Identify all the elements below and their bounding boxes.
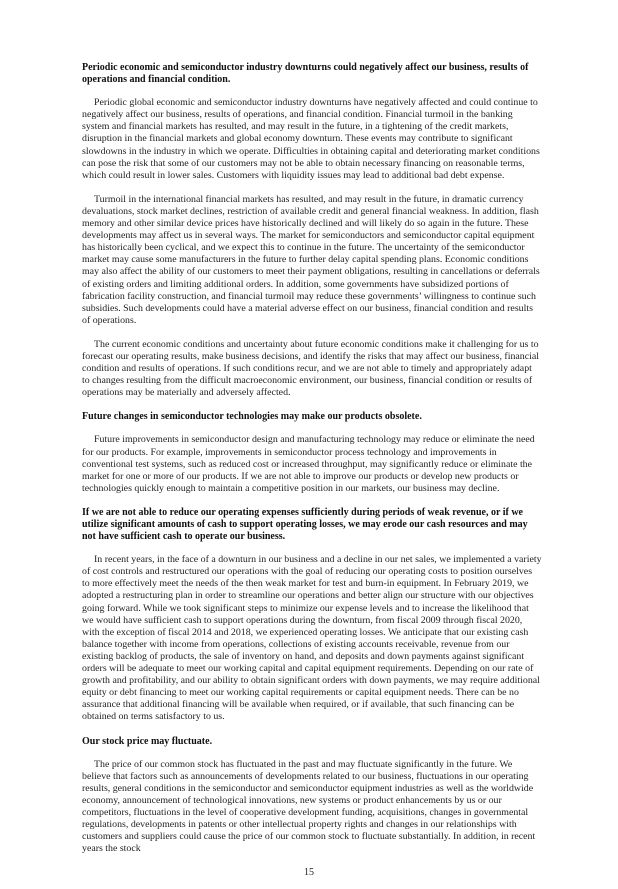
paragraph: In recent years, in the face of a downturn in our business and a decline in our net sales, we implemented a variety of cost controls and restructured our operations with the goal of reducing our operating costs to position ourselves to more effectively meet the needs of the then weak market for test and burn-in equipment. In February 2019, we adopted a restructuring plan in order to streamline our operations and better align our structure with our objectives going forward. While we took significant steps to minimize our expense levels and to increase the likelihood that we would have sufficient cash to support operations during the downturn, from fiscal 2009 through fiscal 2020, with the exception of fiscal 2014 and 2018, we experienced operating losses. We anticipate that our existing cash balance together with income from operations, collections of existing accounts receivable, revenue from our existing backlog of products, the sale of inventory on hand, and deposits and down payments against significant orders will be adequate to meet our working capital and capital equipment requirements. Depending on our rate of growth and profitability, and our ability to obtain significant orders with down payments, we may require additional equity or debt financing to meet our working capital requirements or capital equipment needs. There can be no assurance that additional financing will be available when required, or if available, that such financing can be obtained on terms satisfactory to us. [82,554,542,723]
section-heading: If we are not able to reduce our operating expenses sufficiently during periods of weak revenue, or if we utilize significant amounts of cash to support operating losses, we may erode our cash resources and may not have sufficient cash to operate our business. [82,506,528,543]
document-page [82,0,542,855]
paragraph: The price of our common stock has fluctuated in the past and may fluctuate significantly in the future. We believe that factors such as announcements of developments related to our business, fluctuations in our operating results, general conditions in the semiconductor and semiconductor equipment industries as well as the worldwide economy, announcement of technological innovations, new systems or product enhancements by us or our competitors, fluctuations in the level of cooperative development funding, acquisitions, changes in governmental regulations, developments in patents or other intellectual property rights and changes in our relationships with customers and suppliers could cause the price of our common stock to fluctuate substantially. In addition, in recent years the stock [82,758,536,855]
section-heading: Future changes in semiconductor technologies may make our products obsolete. [82,411,422,423]
page-number: 15 [304,867,314,879]
paragraph: The current economic conditions and uncertainty about future economic conditions make it challenging for us to forecast our operating results, make business decisions, and identify the risks that may affect our business, financial condition and results of operations. If such conditions recur, and we are not able to timely and appropriately adapt to changes resulting from the difficult macroeconomic environment, our business, financial condition or results of operations may be materially and adversely affected. [82,338,539,399]
paragraph: Turmoil in the international financial markets has resulted, and may result in the future, in dramatic currency devaluations, stock market declines, restriction of available credit and general financial weakness. In addition, flash memory and other similar device prices have historically declined and will likely do so again in the future. These developments may affect us in several ways. The market for semiconductors and semiconductor capital equipment has historically been cyclical, and we expect this to continue in the future. The uncertainty of the semiconductor market may cause some manufacturers in the future to further delay capital spending plans. Economic conditions may also affect the ability of our customers to meet their payment obligations, resulting in cancellations or deferrals of existing orders and limiting additional orders. In addition, some governments have subsidized portions of fabrication facility construction, and financial turmoil may reduce these governments’ willingness to continue such subsidies. Such developments could have a material adverse effect on our business, financial condition and results of operations. [82,193,540,326]
section-heading: Periodic economic and semiconductor industry downturns could negatively affect our business, results of operations and financial condition. [82,62,529,86]
section-heading: Our stock price may fluctuate. [82,735,213,747]
paragraph: Periodic global economic and semiconductor industry downturns have negatively affected and could continue to negatively affect our business, results of operations, and financial condition. Financial turmoil in the banking system and financial markets has resulted, and may result in the future, in a tightening of the credit markets, disruption in the financial markets and global economy downturn. These events may contribute to significant slowdowns in the industry in which we operate. Difficulties in obtaining capital and deteriorating market conditions can pose the risk that some of our customers may not be able to obtain necessary financing on reasonable terms, which could result in lower sales. Customers with liquidity issues may lead to additional bad debt expense. [82,97,540,181]
paragraph: Future improvements in semiconductor design and manufacturing technology may reduce or eliminate the need for our products. For example, improvements in semiconductor process technology and improvements in conventional test systems, such as reduced cost or increased throughput, may significantly reduce or eliminate the market for one or more of our products. If we are not able to improve our products or develop new products or technologies quickly enough to maintain a competitive position in our markets, our business may decline. [82,434,535,494]
